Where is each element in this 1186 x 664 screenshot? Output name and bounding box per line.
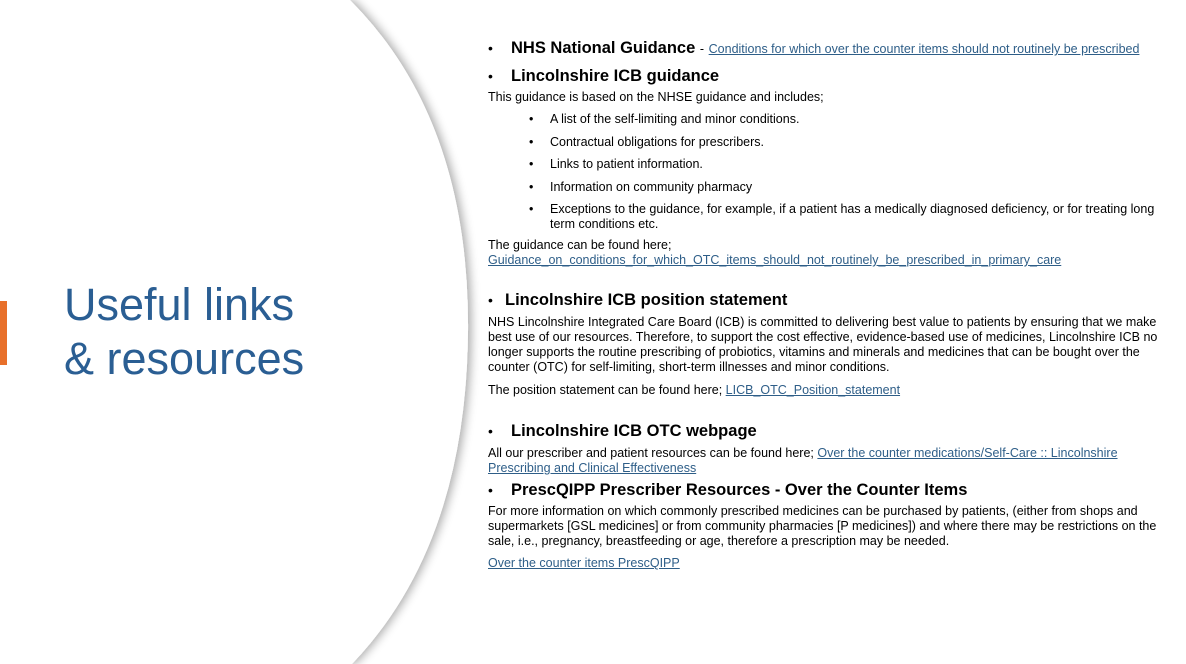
- otc-webpage-heading: [488, 421, 1178, 441]
- position-statement-title: Lincolnshire ICB position statement: [505, 291, 788, 309]
- bullet-icon: •: [488, 482, 493, 498]
- icb-guidance-list: [488, 112, 1178, 232]
- separator: -: [699, 42, 705, 56]
- otc-webpage-link[interactable]: Over the counter medications/Self-Care :: Lincolnshire Prescribing and Clinical Effectiveness: [488, 446, 1118, 475]
- icb-guidance-found-here: The guidance can be found here;: [488, 238, 672, 252]
- title-line-2: & resources: [64, 333, 305, 384]
- list-item: [488, 202, 1178, 232]
- list-item-text: Exceptions to the guidance, for example, if a patient has a medically diagnosed deficiency, or for treating long term conditions etc.: [550, 202, 1155, 231]
- position-statement-heading: [488, 290, 1178, 310]
- position-statement-body: NHS Lincolnshire Integrated Care Board (ICB) is committed to delivering best value to patients by ensuring that we make best use of our resources. Therefore, to support the cost effective, evidence-based use of medicines, Lincolnshire ICB no longer supports the routine prescribing of probiotics, vitamins and minerals and medicines that can be bought over the counter (OTC) for self-limiting, short-term illnesses and minor conditions.: [488, 315, 1158, 374]
- national-guidance-title: NHS National Guidance: [511, 39, 696, 57]
- icb-guidance-title: Lincolnshire ICB guidance: [511, 67, 720, 85]
- bullet-icon: •: [488, 423, 493, 439]
- prescqipp-link[interactable]: Over the counter items PrescQIPP: [488, 556, 680, 570]
- list-item: [488, 157, 1178, 172]
- bullet-icon: •: [488, 292, 493, 308]
- bullet-icon: •: [529, 202, 534, 216]
- national-guidance-link[interactable]: Conditions for which over the counter items should not routinely be prescribed: [708, 42, 1140, 56]
- prescqipp-body: For more information on which commonly prescribed medicines can be purchased by patients, (either from shops and supermarkets [GSL medicines] or from community pharmacies [P medicines]) and where there may be restrictions on the sale, i.e., pregnancy, breastfeeding or age, therefore a prescription may be needed.: [488, 504, 1157, 548]
- list-item-text: Information on community pharmacy: [550, 179, 753, 194]
- list-item-text: Contractual obligations for prescribers.: [550, 134, 764, 149]
- list-item-text: A list of the self-limiting and minor conditions.: [550, 112, 800, 126]
- page-title: [64, 278, 304, 386]
- bullet-icon: •: [529, 112, 534, 126]
- list-item: [488, 180, 1178, 195]
- position-found-here-text: The position statement can be found here;: [488, 383, 723, 397]
- title-line-1: Useful links: [64, 279, 295, 330]
- otc-webpage-title: Lincolnshire ICB OTC webpage: [511, 422, 757, 440]
- bullet-icon: •: [529, 134, 534, 149]
- national-guidance-heading: [488, 38, 1178, 59]
- bullet-icon: •: [529, 157, 534, 171]
- list-item: [488, 135, 1178, 150]
- list-item: [488, 112, 1178, 127]
- icb-guidance-link[interactable]: Guidance_on_conditions_for_which_OTC_items_should_not_routinely_be_prescribed_in_primary_care: [488, 253, 1062, 267]
- otc-webpage-description: All our prescriber and patient resources can be found here;: [488, 446, 814, 460]
- bullet-icon: •: [488, 40, 493, 56]
- icb-guidance-intro: This guidance is based on the NHSE guidance and includes;: [488, 90, 824, 104]
- bullet-icon: •: [529, 179, 534, 194]
- bullet-icon: •: [488, 68, 493, 84]
- position-statement-link[interactable]: LICB_OTC_Position_statement: [725, 383, 901, 397]
- prescqipp-title: PrescQIPP Prescriber Resources - Over the Counter Items: [511, 481, 968, 499]
- otc-webpage-text: [488, 446, 1178, 476]
- list-item-text: Links to patient information.: [550, 157, 703, 171]
- prescqipp-heading: [488, 480, 1178, 500]
- content-panel: [488, 38, 1178, 571]
- position-statement-found-here: [488, 383, 1178, 398]
- accent-bar: [0, 301, 7, 365]
- icb-guidance-heading: [488, 66, 1178, 86]
